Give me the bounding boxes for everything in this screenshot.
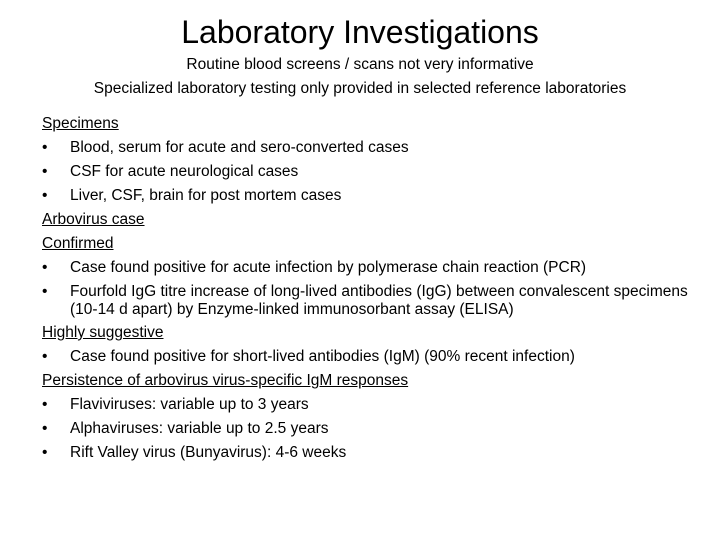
bullet-dot: • [42, 283, 48, 300]
bullet-item [42, 184, 692, 208]
bullet-item [42, 136, 692, 160]
bullet-dot: • [42, 259, 48, 276]
bullet-item [42, 417, 692, 441]
bullet-text: Case found positive for short-lived antibodies (IgM) (90% recent infection) [70, 348, 575, 365]
bullet-dot: • [42, 187, 48, 204]
slide-title: Laboratory Investigations [181, 14, 539, 50]
bullet-dot: • [42, 420, 48, 437]
heading-confirmed: Confirmed [42, 235, 114, 252]
bullet-text: Blood, serum for acute and sero-converted cases [70, 139, 409, 156]
bullet-text: Case found positive for acute infection by polymerase chain reaction (PCR) [70, 259, 587, 276]
bullet-dot: • [42, 348, 48, 365]
bullet-item [42, 345, 692, 369]
bullet-dot: • [42, 139, 48, 156]
bullet-item [42, 393, 692, 417]
subtitle-line-2: Specialized laboratory testing only provided in selected reference laboratories [93, 80, 627, 97]
bullet-text: Flaviviruses: variable up to 3 years [70, 396, 309, 413]
subtitle-line-1: Routine blood screens / scans not very informative [186, 56, 534, 73]
bullet-text: CSF for acute neurological cases [70, 163, 299, 180]
bullet-text: Alphaviruses: variable up to 2.5 years [70, 420, 329, 437]
bullet-item [42, 441, 692, 465]
bullet-item [42, 160, 692, 184]
heading-specimens: Specimens [42, 115, 119, 132]
bullet-dot: • [42, 444, 48, 461]
bullet-text: Liver, CSF, brain for post mortem cases [70, 187, 342, 204]
bullet-item [42, 280, 692, 321]
bullet-text: Fourfold IgG titre increase of long-lived antibodies (IgG) between convalescent specimens (10-14 d apart) by Enzyme-linked immunosorbant assay (ELISA) [70, 283, 688, 318]
heading-persistence: Persistence of arbovirus virus-specific IgM responses [42, 372, 409, 389]
bullet-text: Rift Valley virus (Bunyavirus): 4-6 weeks [70, 444, 347, 461]
slide-body [42, 112, 692, 465]
heading-arbovirus-case: Arbovirus case [42, 211, 145, 228]
bullet-dot: • [42, 163, 48, 180]
heading-highly-suggestive: Highly suggestive [42, 324, 164, 341]
bullet-dot: • [42, 396, 48, 413]
bullet-item [42, 256, 692, 280]
